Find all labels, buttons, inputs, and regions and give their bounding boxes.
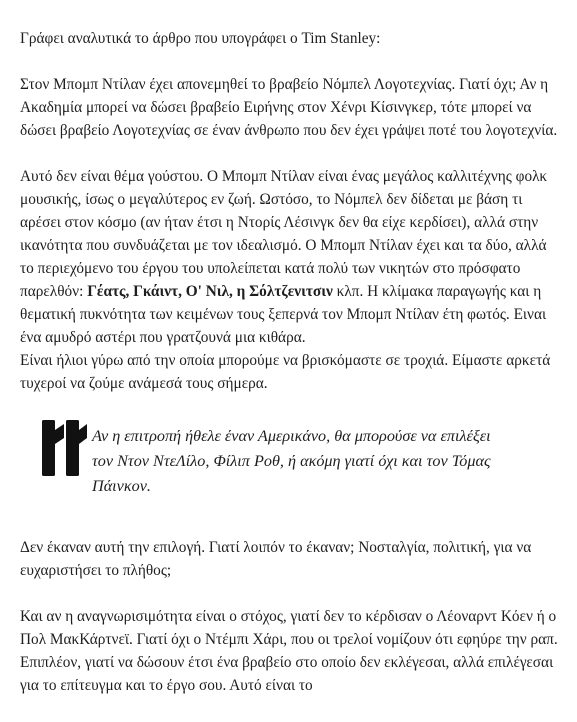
- quote-mark-icon: [38, 420, 88, 476]
- paragraph-2-start: Αυτό δεν είναι θέμα γούστου. Ο Μπομπ Ντίλαν είναι ένας μεγάλος καλλιτέχνης φολκ μουσικής, ίσως ο μεγαλύτερος εν ζωή. Ωστόσο, το Νόμπελ δεν δίδεται με βάση τι αρέσει στον κόσμο (αν ήταν έτσι η Ντορίς Λέσινγκ δεν θα είχε κερδίσει), αλλά στην ικανότητα που συνδυάζεται με τον ιδεαλισμό. Ο Μπομπ Ντίλαν έχει και τα δύο, αλλά το περιεχόμενο του έργου του υπολείπεται κατά πολύ των νικητών στο πρόσφατο παρελθόν:: [20, 168, 548, 300]
- paragraph-2-author-names: Γέατς, Γκάιντ, Ο' Νιλ, η Σόλτζενιτσιν: [87, 283, 333, 300]
- article-paragraph-2: [20, 165, 562, 349]
- pull-quote: [20, 418, 562, 514]
- paragraph-2-end: κλπ. Η κλίμακα παραγωγής και η θεματική πυκνότητα των κειμένων τους ξεπερνά τον Μπομπ Ντίλαν έτη φωτός. Ειναι ένα αμυδρό αστέρι που γρατζουνά μια κιθάρα.: [20, 283, 547, 346]
- article-body: [20, 27, 562, 720]
- article-intro: Γράφει αναλυτικά το άρθρο που υπογράφει ο Tim Stanley:: [20, 30, 381, 47]
- article-paragraph-1: Στον Μπομπ Ντίλαν έχει απονεμηθεί το βραβείο Νόμπελ Λογοτεχνίας. Γιατί όχι; Αν η Ακαδημία μπορεί να δώσει βραβείο Ειρήνης στον Χένρι Κίσινγκερ, τότε μπορεί να δώσει βραβείο Λογοτεχνίας σε έναν άνθρωπο που δεν έχει γράψει ποτέ του λογοτεχνία.: [20, 76, 558, 139]
- pull-quote-text: Αν η επιτροπή ήθελε έναν Αμερικάνο, θα μπορούσε να επιλέξει τον Ντον ΝτεΛίλο, Φίλιπ Ροθ, ή ακόμη γιατί όχι και τον Τόμας Πάινκον.: [92, 427, 491, 495]
- article-paragraph-3: Είναι ήλιοι γύρω από την οποία μπορούμε να βρισκόμαστε σε τροχιά. Είμαστε αρκετά τυχεροί να ζούμε ανάμεσά τους σήμερα.: [20, 352, 551, 392]
- article-paragraph-4: Δεν έκαναν αυτή την επιλογή. Γιατί λοιπόν το έκαναν; Νοσταλγία, πολιτική, για να ευχαριστήσει το πλήθος;: [20, 539, 532, 579]
- article-paragraph-5: Και αν η αναγνωρισιμότητα είναι ο στόχος, γιατί δεν το κέρδισαν ο Λέοναρντ Κόεν ή ο Πολ ΜακΚάρτνεϊ. Γιατί όχι ο Ντέμπι Χάρι, που οι τρελοί νομίζουν ότι εφηύρε την ραπ. Επιπλέον, γιατί να δώσουν έτσι ένα βραβείο στο οποίο δεν εκλέγεσαι, αλλά επιλέγεσαι για το επίτευγμα και το έργο σου. Αυτό είναι το: [20, 608, 558, 694]
